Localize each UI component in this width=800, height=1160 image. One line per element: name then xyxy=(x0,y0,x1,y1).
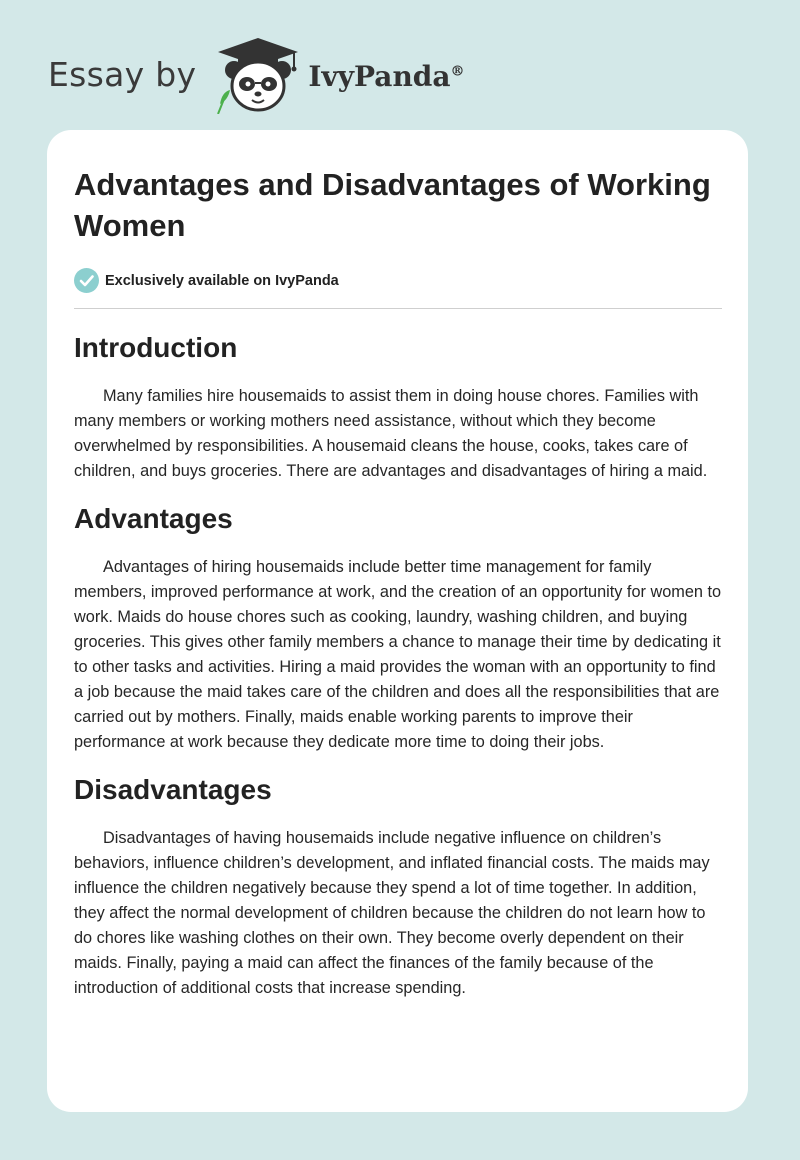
exclusive-label: Exclusively available on IvyPanda xyxy=(105,272,339,289)
divider xyxy=(74,308,722,309)
check-badge-icon xyxy=(74,268,99,293)
section-body-disadvantages: Disadvantages of having housemaids include negative influence on children’s behaviors, influence children’s development, and inflated financial costs. The maids may influence the children negatively because they spend a lot of time together. In addition, they affect the normal development of children because the children do not learn how to do chores like washing clothes on their own. They become overly dependent on their maids. Finally, paying a maid can affect the finances of the family because of the introduction of additional costs that increase spending. xyxy=(74,829,710,997)
registered-mark: ® xyxy=(450,63,465,80)
essay-card xyxy=(47,130,748,1112)
section-body-introduction: Many families hire housemaids to assist them in doing house chores. Families with many members or working mothers need assistance, without which they become overwhelmed by responsibilities. A housemaid cleans the house, cooks, takes care of children, and buys groceries. There are advantages and disadvantages of hiring a maid. xyxy=(74,387,708,480)
section-body-advantages: Advantages of hiring housemaids include better time management for family members, improved performance at work, and the creation of an opportunity for women to work. Maids do house chores such as cooking, laundry, washing children, and buying groceries. This gives other family members a chance to manage their time by dedicating it to other tasks and activities. Hiring a maid provides the woman with an opportunity to find a job because the maid takes care of the children and does all the responsibilities that are carried out by mothers. Finally, maids enable working parents to improve their performance at work because they dedicate more time to doing their jobs. xyxy=(74,558,722,751)
section-heading-advantages: Advantages xyxy=(74,503,233,534)
brand-header xyxy=(48,34,465,114)
brand-name: IvyPanda® xyxy=(308,59,465,93)
section-heading-disadvantages: Disadvantages xyxy=(74,774,272,805)
section-heading-introduction: Introduction xyxy=(74,332,238,363)
essay-by-label: Essay by xyxy=(48,54,197,94)
exclusive-badge xyxy=(74,268,722,293)
panda-graduate-icon xyxy=(214,34,302,114)
page-title: Advantages and Disadvantages of Working Women xyxy=(74,167,711,243)
